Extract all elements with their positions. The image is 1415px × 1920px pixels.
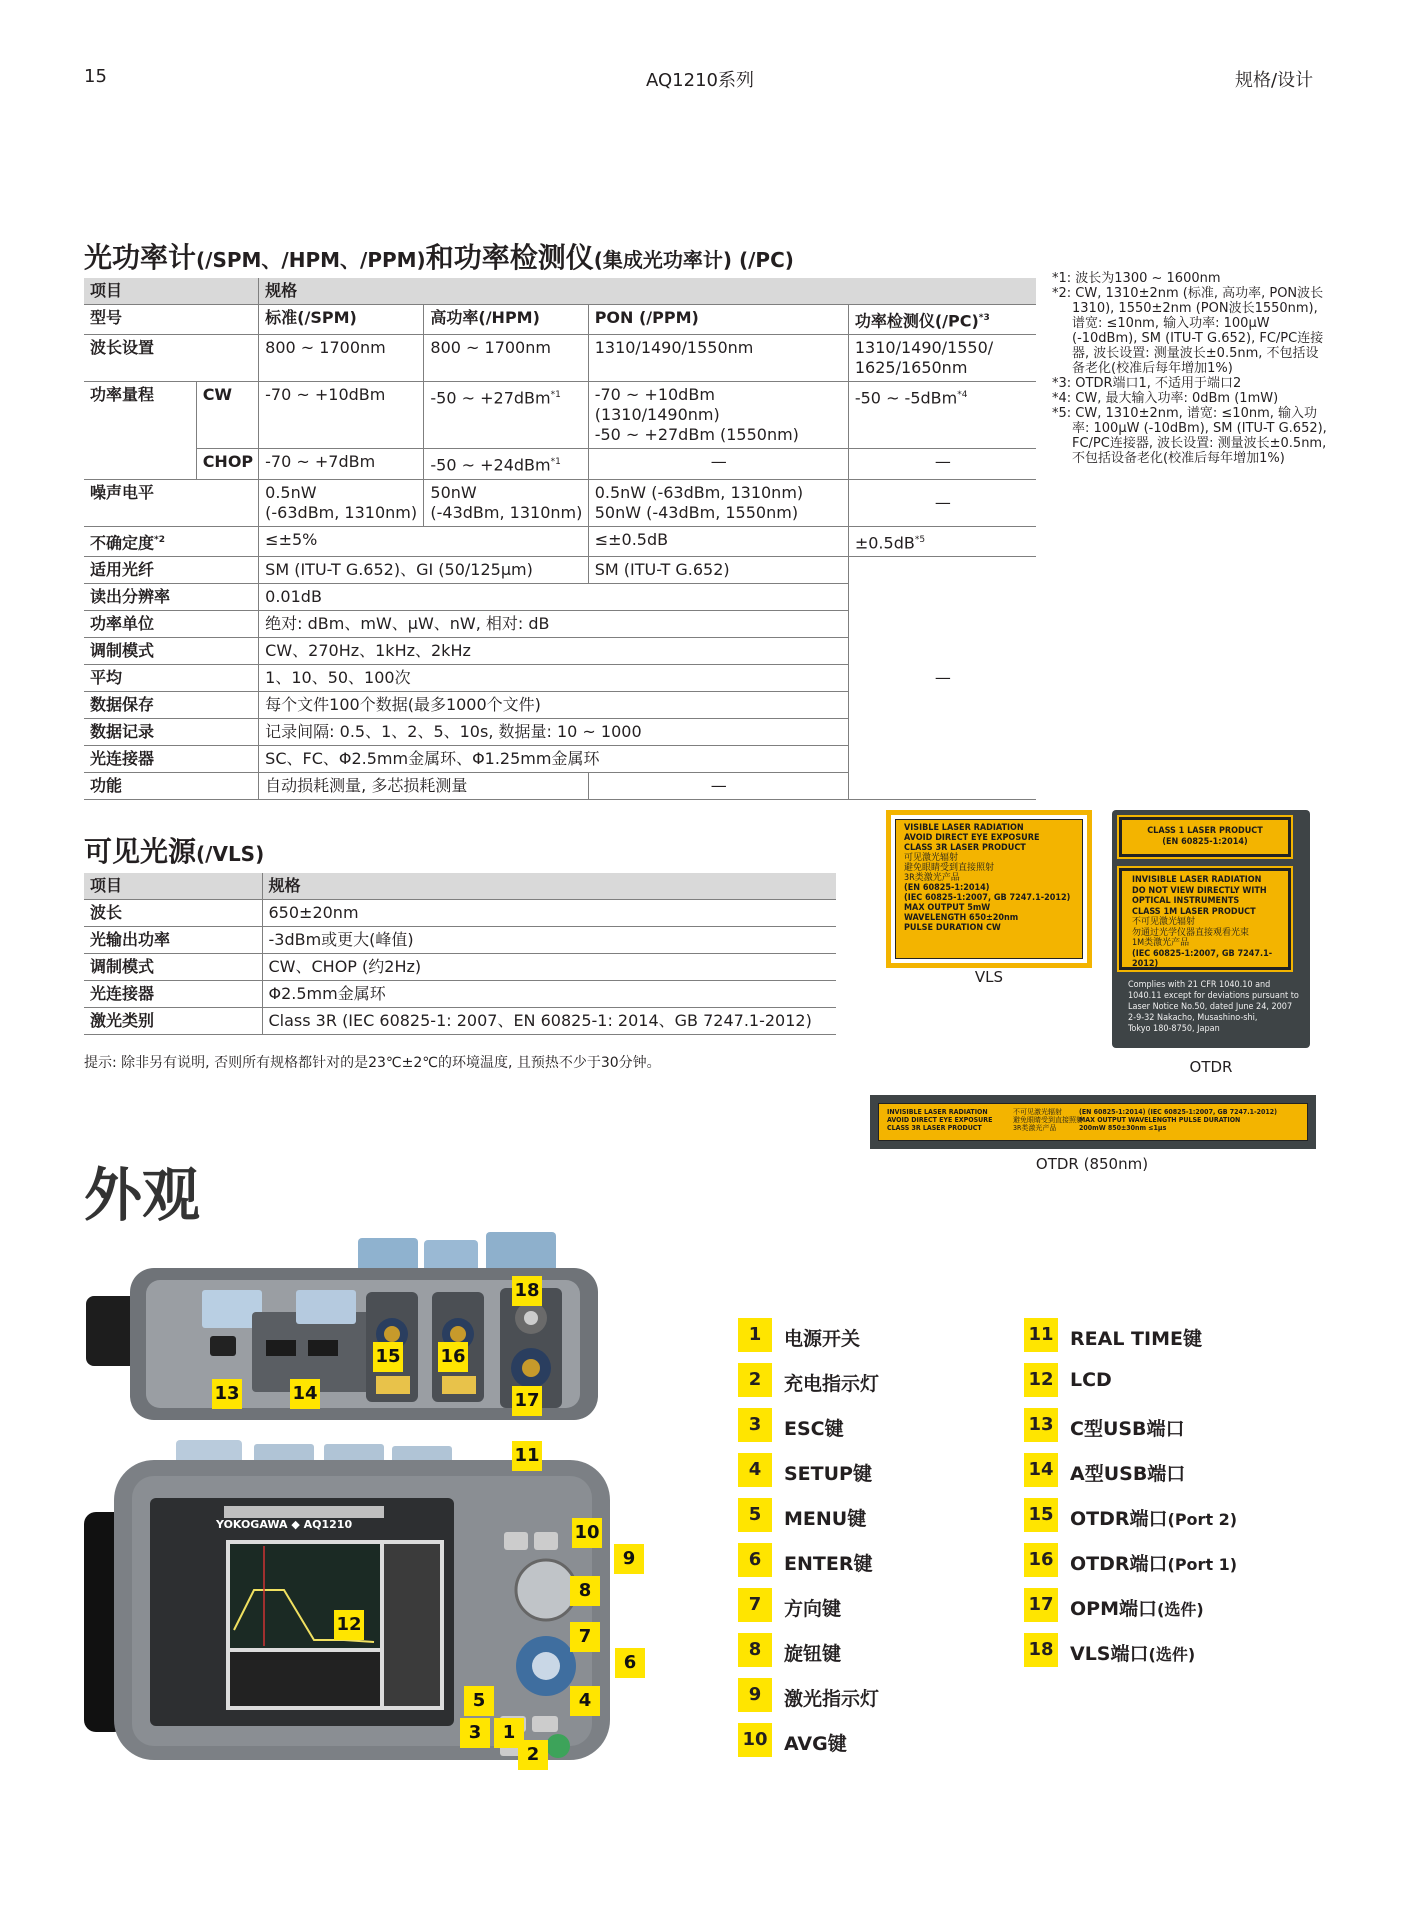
callout-3: 3 xyxy=(460,1718,490,1748)
callout-11: 11 xyxy=(512,1441,542,1471)
page-number: 15 xyxy=(84,66,107,87)
callout-5: 5 xyxy=(464,1686,494,1716)
vls-section-title: 可见光源(/VLS) xyxy=(84,835,265,868)
callout-8: 8 xyxy=(570,1576,600,1606)
section-name: 规格/设计 xyxy=(1235,70,1314,91)
table-row: CHOP -70 ~ +7dBm -50 ~ +24dBm$^{*1}$ — — xyxy=(84,449,1036,479)
device-brand: YOKOGAWA ◆ AQ1210 xyxy=(216,1518,353,1531)
table-row: 光输出功率 -3dBm或更大(峰值) xyxy=(84,927,836,954)
vls-label-caption: VLS xyxy=(974,968,1004,986)
callout-7: 7 xyxy=(570,1622,600,1652)
otdr-laser-label: CLASS 1 LASER PRODUCT (EN 60825-1:2014) INVISIBLE LASER RADIATION DO NOT VIEW DIRECTLY WITH OPTICAL INSTRUMENTS CLASS 1M LASER PRODUCT 不可见激光辐射 勿通过光学仪器直接观看光束 1M类激光产品 (IEC 60825-1:2007, GB 7247.1-2012) Complies with 21 CFR 1040.10 and 1040.11 except for deviations pursuant to Laser Notice No.50, dated June 24, 2007 2-9-32 Nakacho, Musashino-shi, Tokyo 180-8750, Japan xyxy=(1112,810,1310,1048)
footnotes xyxy=(1052,271,1330,466)
series-name: AQ1210系列 xyxy=(646,70,754,91)
device-front-illustration xyxy=(84,1440,624,1760)
callout-15: 15 xyxy=(373,1342,403,1372)
footnote: *1: 波长为1300 ~ 1600nm xyxy=(1052,271,1221,286)
table-row: 调制模式 CW、CHOP (约2Hz) xyxy=(84,954,836,981)
callout-4: 4 xyxy=(570,1686,600,1716)
col-header-item: 项目 xyxy=(84,278,259,305)
table-row: 功能 自动损耗测量, 多芯损耗测量 — xyxy=(84,772,1036,799)
callout-9: 9 xyxy=(614,1544,644,1574)
table-row: 调制模式 CW、270Hz、1kHz、2kHz xyxy=(84,637,1036,664)
table-row: 光连接器 SC、FC、Φ2.5mm金属环、Φ1.25mm金属环 xyxy=(84,745,1036,772)
footnote: *2: CW, 1310±2nm (标准, 高功率, PON波长1310), 1550±2nm (PON波长1550nm), 谱宽: ≤10nm, 输入功率: 100μW (-10dBm), SM (ITU-T G.652), FC/PC连接器, 波长设置: 测量波长±0.5nm, 不包括设备老化(校准后每年增加1%) xyxy=(1052,286,1324,376)
table-row: 功率单位 绝对: dBm、mW、μW、nW, 相对: dB xyxy=(84,610,1036,637)
table-row: 数据保存 每个文件100个数据(最多1000个文件) xyxy=(84,691,1036,718)
callout-1: 1 xyxy=(494,1718,524,1748)
table-row: 激光类别 Class 3R (IEC 60825-1: 2007、EN 60825-1: 2014、GB 7247.1-2012) xyxy=(84,1008,836,1035)
table-row: 适用光纤 SM (ITU-T G.652)、GI (50/125μm) SM (ITU-T G.652) — xyxy=(84,556,1036,583)
callout-16: 16 xyxy=(438,1342,468,1372)
appearance-title: 外观 xyxy=(84,1161,201,1229)
table-row: 数据记录 记录间隔: 0.5、1、2、5、10s, 数据量: 10 ~ 1000 xyxy=(84,718,1036,745)
footnote: *3: OTDR端口1, 不适用于端口2 xyxy=(1052,376,1242,391)
table-row: 波长 650±20nm xyxy=(84,900,836,927)
callout-10: 10 xyxy=(572,1518,602,1548)
table-row: 功率量程 CW -70 ~ +10dBm -50 ~ +27dBm$^{*1}$ -70 ~ +10dBm (1310/1490nm) -50 ~ +27dBm (1550nm) -50 ~ -5dBm$^{*4}$ xyxy=(84,382,1036,449)
callout-13: 13 xyxy=(212,1379,242,1409)
otdr850-laser-label: INVISIBLE LASER RADIATION AVOID DIRECT EYE EXPOSURE CLASS 3R LASER PRODUCT 不可见激光辐射 避免眼睛受到直接照射 3R类激光产品 (EN 60825-1:2014) (IEC 60825-1:2007, GB 7247.1-2012) MAX OUTPUT WAVELENGTH PULSE DURATION 200mW 850±30nm ≤1μs xyxy=(870,1095,1316,1149)
table-row: 噪声电平 0.5nW (-63dBm, 1310nm) 50nW (-43dBm, 1310nm) 0.5nW (-63dBm, 1310nm) 50nW (-43dBm, 1550nm) — xyxy=(84,479,1036,526)
callout-12: 12 xyxy=(334,1610,364,1640)
otdr850-label-caption: OTDR (850nm) xyxy=(1035,1155,1149,1173)
vls-spec-table: 项目 规格 波长 650±20nm 光输出功率 -3dBm或更大(峰值) 调制模式 CW、CHOP (约2Hz) 光连接器 Φ2.5mm金属环 激光类别 Class 3R (IEC 60825-1: 2007、EN 60825-1: 2014、GB 7247.1-2012) xyxy=(84,873,836,1035)
col-header-spec: 规格 xyxy=(259,278,1036,305)
table-row: 读出分辨率 0.01dB xyxy=(84,583,1036,610)
opm-section-title: 光功率计(/SPM、/HPM、/PPM)和功率检测仪(集成光功率计) (/PC) xyxy=(84,241,794,274)
footnote: *4: CW, 最大输入功率: 0dBm (1mW) xyxy=(1052,391,1279,406)
callout-6: 6 xyxy=(615,1648,645,1678)
table-row: 不确定度$^{*2}$ ≤±5% ≤±0.5dB $\pm 0.5dB^{*5}$ xyxy=(84,526,1036,556)
callout-2: 2 xyxy=(518,1740,548,1770)
callout-14: 14 xyxy=(290,1379,320,1409)
otdr-label-caption: OTDR xyxy=(1189,1058,1233,1076)
table-row: 光连接器 Φ2.5mm金属环 xyxy=(84,981,836,1008)
callout-17: 17 xyxy=(512,1386,542,1416)
table-row: 波长设置 800 ~ 1700nm 800 ~ 1700nm 1310/1490/1550nm 1310/1490/1550/ 1625/1650nm xyxy=(84,335,1036,382)
table-row: 平均 1、10、50、100次 xyxy=(84,664,1036,691)
footnote: *5: CW, 1310±2nm, 谱宽: ≤10nm, 输入功率: 100μW (-10dBm), SM (ITU-T G.652), FC/PC连接器, 波长设置: 测量波长±0.5nm, 不包括设备老化(校准后每年增加1%) xyxy=(1052,406,1327,466)
ambient-note: 提示: 除非另有说明, 否则所有规格都针对的是23℃±2℃的环境温度, 且预热不少于30分钟。 xyxy=(84,1055,661,1071)
vls-laser-label: VISIBLE LASER RADIATION AVOID DIRECT EYE EXPOSURE CLASS 3R LASER PRODUCT 可见激光辐射 避免眼睛受到直接照射 3R类激光产品 (EN 60825-1:2014) (IEC 60825-1:2007, GB 7247.1-2012) MAX OUTPUT 5mW WAVELENGTH 650±20nm PULSE DURATION CW xyxy=(886,810,1092,968)
callout-18: 18 xyxy=(512,1276,542,1306)
device-front-view xyxy=(84,1440,624,1760)
table-row: 型号 标准(/SPM) 高功率(/HPM) PON (/PPM) 功率检测仪$(/PC)^{*3}$ xyxy=(84,305,1036,335)
opm-spec-table xyxy=(84,278,1036,800)
